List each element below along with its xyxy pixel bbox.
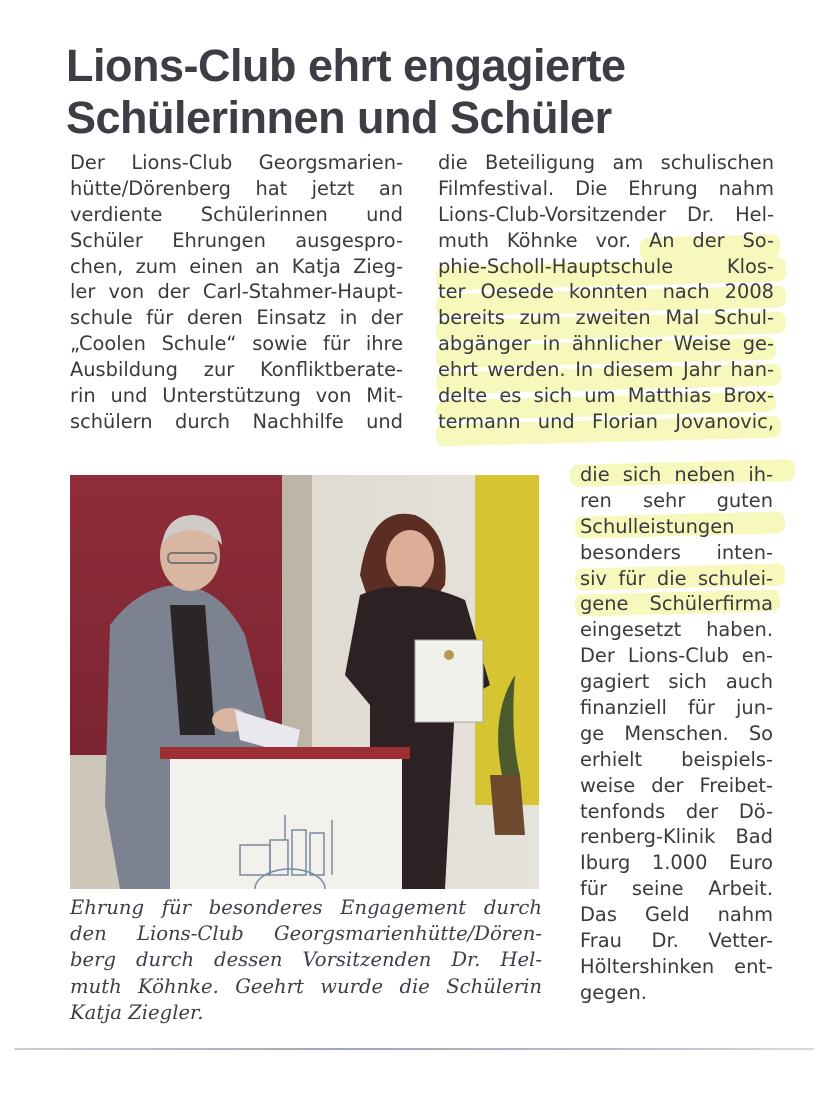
text-line: die Beteiligung am schulischen [438, 151, 774, 174]
article-column-3 [580, 462, 773, 1006]
text-line: chen, zum einen an Katja Zieg- [70, 254, 403, 278]
text-line: für seine Arbeit. [580, 877, 773, 901]
text-line: Schulleistungen [580, 514, 735, 538]
text-line: Der Lions-Club Georgsmarien- [70, 151, 403, 174]
text-line: renberg-Klinik Bad [580, 825, 773, 849]
caption-line: den Lions-Club Georgsmarienhütte/Dören- [70, 922, 542, 946]
text-line: finanziell für jun- [580, 696, 773, 720]
text-line: Höltershinken ent- [580, 954, 773, 978]
text-line: siv für die schulei- [580, 566, 773, 590]
text-line: die sich neben ih- [580, 463, 773, 486]
plant-pot [490, 775, 525, 835]
text-line: erhielt beispiels- [580, 747, 773, 771]
caption-line: Katja Ziegler. [70, 1000, 204, 1024]
text-line: rin und Unterstützung von Mit- [70, 384, 403, 408]
text-line: gagiert sich auch [580, 670, 773, 694]
text-line: Lions-Club-Vorsitzender Dr. Hel- [438, 202, 774, 226]
text-line: ren sehr guten [580, 488, 773, 512]
bottom-divider [14, 1048, 814, 1050]
text-line: verdiente Schülerinnen und [70, 202, 403, 226]
text-line: besonders inten- [580, 540, 773, 564]
text-line: schülern durch Nachhilfe und [70, 409, 403, 433]
text-line: Frau Dr. Vetter- [580, 929, 773, 953]
headline-line-2: Schülerinnen und Schüler [66, 92, 612, 143]
caption-line: muth Köhnke. Geehrt wurde die Schülerin [70, 974, 542, 998]
headline-line-1: Lions-Club ehrt engagierte [66, 40, 626, 91]
text-line: Schüler Ehrungen ausgespro- [70, 228, 403, 252]
text-line: phie-Scholl-Hauptschule Klos- [438, 254, 774, 278]
photo-caption [70, 895, 542, 1026]
text-line: tenfonds der Dö- [580, 799, 773, 823]
text-line: schule für deren Einsatz in der [70, 306, 403, 330]
text-line: abgänger in ähnlicher Weise ge- [438, 332, 774, 356]
text-line: ler von der Carl-Stahmer-Haupt- [70, 280, 403, 304]
text-line: Filmfestival. Die Ehrung nahm [438, 176, 774, 200]
article-photo [70, 475, 539, 889]
text-line: Iburg 1.000 Euro [580, 851, 773, 875]
text-line: hütte/Dörenberg hat jetzt an [70, 176, 403, 200]
text-line: Der Lions-Club en- [580, 644, 773, 668]
text-line: termann und Florian Jovanovic, [438, 409, 774, 433]
photo-illustration [70, 475, 539, 889]
text-line: ge Menschen. So [580, 721, 773, 745]
text-line: Ausbildung zur Konfliktberate- [70, 358, 403, 382]
article-headline [66, 40, 766, 144]
caption-line: berg durch dessen Vorsitzenden Dr. Hel- [70, 948, 542, 972]
text-line: ter Oesede konnten nach 2008 [438, 280, 774, 304]
text-line: bereits zum zweiten Mal Schul- [438, 306, 774, 330]
text-line: ehrt werden. In diesem Jahr han- [438, 358, 774, 382]
text-line: delte es sich um Matthias Brox- [438, 384, 774, 408]
text-line: muth Köhnke vor. An der So- [438, 228, 774, 252]
article-column-2 [438, 150, 774, 435]
text-line: „Coolen Schule“ sowie für ihre [70, 332, 403, 356]
text-line: Das Geld nahm [580, 903, 773, 927]
caption-line: Ehrung für besonderes Engagement durch [70, 896, 542, 919]
text-line: eingesetzt haben. [580, 618, 773, 642]
text-line: weise der Freibet- [580, 773, 773, 797]
lectern [160, 747, 410, 889]
text-line: gene Schülerfirma [580, 592, 773, 616]
article-column-1 [70, 150, 403, 435]
text-line: gegen. [580, 980, 647, 1004]
